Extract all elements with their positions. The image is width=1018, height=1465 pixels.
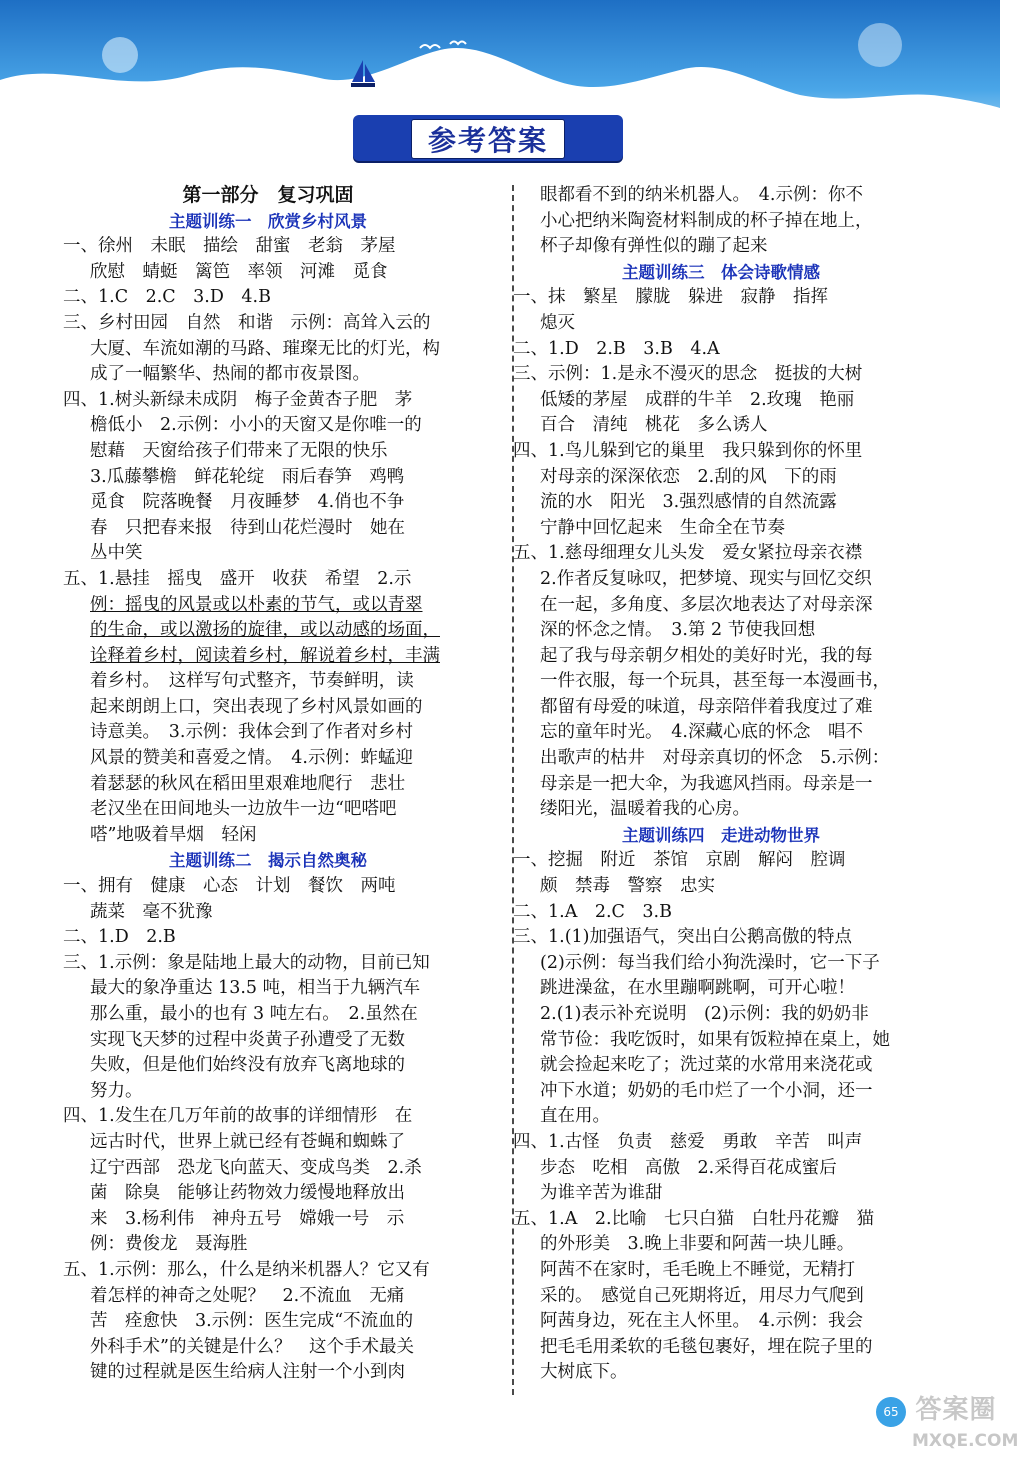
answer-line: 阿茜不在家时，毛毛晚上不睡觉，无精打 [540,1259,855,1280]
answer-line: 熄灭 [540,312,575,333]
answer-line: 一、徐州 未眠 描绘 甜蜜 老翁 茅屋 [63,236,396,257]
answer-line: 就会捡起来吃了；洗过菜的水常用来浇花或 [540,1055,873,1076]
answer-line: 欣慰 蜻蜓 篱笆 率领 河滩 觅食 [90,261,388,282]
answer-line: 辽宁西部 恐龙飞向蓝天、变成鸟类 2.杀 [90,1157,422,1178]
answer-line: 四、1.鸟儿躲到它的巢里 我只躲到你的怀里 [513,440,863,461]
birds-icon [418,38,478,58]
answer-line: 大树底下。 [540,1362,628,1383]
answer-line: 起来朗朗上口，突出表现了乡村风景如画的 [90,696,423,717]
answer-line: 步态 吃相 高傲 2.采得百花成蜜后 [540,1157,837,1178]
page-number: 65 [876,1397,906,1427]
answer-line: 菌 除臭 能够让药物效力缓慢地释放出 [90,1183,405,1204]
answer-line: 为谁辛苦为谁甜 [540,1183,663,1204]
answer-line: 百合 清纯 桃花 多么诱人 [540,415,768,436]
answer-line: 觅食 院落晚餐 月夜睡梦 4.俏也不争 [90,492,405,513]
answer-line: 五、1.慈母细理女儿头发 爱女紧拉母亲衣襟 [513,543,863,564]
answer-line: 五、1.示例：那么，什么是纳米机器人？它又有 [63,1259,430,1280]
section-heading: 主题训练四 走进动物世界 [622,825,820,845]
watermark-url: MXQE.COM [912,1431,1018,1451]
answer-line: 缕阳光，温暖着我的心房。 [540,799,750,820]
watermark-logo [912,1385,1018,1465]
answer-line: 常节俭：我吃饭时，如果有饭粒掉在桌上，她 [540,1029,890,1050]
answer-line: 跳进澡盆，在水里蹦啊跳啊，可开心啦！ [540,978,855,999]
answer-line: 蔬菜 毫不犹豫 [90,901,213,922]
answer-line: 大厦、车流如潮的马路、璀璨无比的灯光，构 [90,338,440,359]
answer-line: 春 只把春来报 待到山花烂漫时 她在 [90,517,405,538]
answer-line-underlined: 诠释着乡村，阅读着乡村，解说着乡村，丰满 [90,645,440,666]
answer-line: 三、1.示例：象是陆地上最大的动物，目前已知 [63,952,430,973]
answer-line: 阿茜身边，死在主人怀里。 4.示例：我会 [540,1311,863,1332]
answer-line: 三、乡村田园 自然 和谐 示例：高耸入云的 [63,312,431,333]
answer-line: 二、1.C 2.C 3.D 4.B [63,287,271,308]
answer-line: 把毛毛用柔软的毛毯包裹好，埋在院子里的 [540,1336,873,1357]
answer-line: 老汉坐在田间地头一边放牛一边“吧嗒吧 [90,799,397,820]
answer-line: 冲下水道；奶奶的毛巾烂了一个小洞，还一 [540,1080,873,1101]
answer-line: 那么重，最小的也有 3 吨左右。 2.虽然在 [90,1004,418,1024]
answer-line: 一、拥有 健康 心态 计划 餐饮 两吨 [63,876,396,897]
answer-line-underlined: 的生命，或以激扬的旋律，或以动感的场面， [90,620,440,641]
answer-line: 眼都看不到的纳米机器人。 4.示例：你不 [540,185,863,205]
answer-line: 一件衣服，每一个玩具，甚至每一本漫画书， [540,671,890,692]
answer-line: 三、示例：1.是永不漫灭的思念 挺拔的大树 [513,364,863,385]
answer-line: 丛中笑 [90,543,143,564]
answer-line: (2)示例：每当我们给小狗洗澡时，它一下子 [540,952,880,973]
answer-line: 深的怀念之情。 3.第 2 节使我回想 [540,620,816,641]
answer-line: 小心把纳米陶瓷材料制成的杯子掉在地上， [540,210,873,231]
answer-line: 采的。 感觉自己死期将近，用尽力气爬到 [540,1285,864,1306]
answer-line: 一、抹 繁星 朦胧 躲进 寂静 指挥 [513,287,828,308]
answer-line: 二、1.A 2.C 3.B [513,901,672,922]
answer-line: 努力。 [90,1080,143,1101]
answer-line: 键的过程就是医生给病人注射一个小到肉 [90,1362,405,1383]
answer-line: 苦 痊愈快 3.示例：医生完成“不流血的 [90,1311,414,1332]
answer-line: 五、1.A 2.比喻 七只白猫 白牡丹花瓣 猫 [513,1208,875,1229]
answer-line: 都留有母爱的味道，母亲陪伴着我度过了难 [540,696,873,717]
answer-line: 出歌声的枯井 对母亲真切的怀念 5.示例： [540,748,890,769]
section-heading: 主题训练一 欣赏乡村风景 [169,211,367,231]
answer-line: 成了一幅繁华、热闹的都市夜景图。 [90,364,370,385]
answer-line: 檐低小 2.示例：小小的天窗又是你唯一的 [90,415,422,436]
sailboat-icon [348,58,378,90]
part-title: 第一部分 复习巩固 [182,184,354,206]
answer-title-plate [353,115,623,161]
answer-line: 杯子却像有弹性似的蹦了起来 [540,236,768,257]
left-column [63,183,473,1386]
answer-line: 起了我与母亲朝夕相处的美好时光，我的每 [540,645,873,666]
answer-line: 颇 禁毒 警察 忠实 [540,876,715,897]
answer-line: 低矮的茅屋 成群的牛羊 2.玫瑰 艳丽 [540,389,855,410]
answer-line: 的外形美 3.晚上非要和阿茜一块儿睡。 [540,1234,855,1255]
section-heading: 主题训练三 体会诗歌情感 [622,262,820,282]
answer-line: 二、1.D 2.B [63,927,176,948]
answer-line: 嗒”地吸着旱烟 轻闲 [90,824,257,845]
answer-line: 着瑟瑟的秋风在稻田里艰难地爬行 悲壮 [90,773,405,794]
answer-line: 实现飞天梦的过程中炎黄子孙遭受了无数 [90,1029,405,1050]
answer-line: 直在用。 [540,1106,610,1127]
right-column [513,183,929,1386]
answer-line: 2.(1)表示补充说明 (2)示例：我的奶奶非 [540,1004,869,1024]
answer-line: 二、1.D 2.B 3.B 4.A [513,338,720,359]
answer-line: 一、挖掘 附近 茶馆 京剧 解闷 腔调 [513,850,846,871]
answer-line: 四、1.古怪 负责 慈爱 勇敢 辛苦 叫声 [513,1131,863,1152]
answer-line: 对母亲的深深依恋 2.刮的风 下的雨 [540,466,837,487]
answer-line: 2.作者反复咏叹，把梦境、现实与回忆交织 [540,568,872,589]
page-title: 参考答案 [411,119,565,159]
answer-line: 远古时代，世界上就已经有苍蝇和蜘蛛了 [90,1131,405,1152]
answer-line: 着乡村。 这样写句式整齐，节奏鲜明，读 [90,671,414,692]
answer-line: 慰藉 天窗给孩子们带来了无限的快乐 [90,440,388,461]
answer-line: 失败，但是他们始终没有放弃飞离地球的 [90,1055,405,1076]
answer-line: 母亲是一把大伞，为我遮风挡雨。母亲是一 [540,773,873,794]
answer-line: 三、1.(1)加强语气，突出白公鹅高傲的特点 [513,927,852,948]
answer-line: 宁静中回忆起来 生命全在节奏 [540,517,785,538]
answer-line: 着怎样的神奇之处呢？ 2.不流血 无痛 [90,1285,405,1306]
answer-line: 3.瓜藤攀檐 鲜花轮绽 雨后春笋 鸡鸭 [90,466,405,487]
answer-line: 外科手术”的关键是什么？ 这个手术最关 [90,1336,414,1357]
watermark-text: 答案圈 [915,1395,997,1425]
answer-line: 风景的赞美和喜爱之情。 4.示例：蚱蜢迎 [90,748,413,769]
answer-line-underlined: 例：摇曳的风景或以朴素的节气，或以青翠 [90,594,423,615]
answer-line: 最大的象净重达 13.5 吨，相当于九辆汽车 [90,978,421,999]
answer-line: 五、1.悬挂 摇曳 盛开 收获 希望 2.示 [63,568,412,589]
answer-line: 在一起，多角度、多层次地表达了对母亲深 [540,594,873,615]
answer-line: 来 3.杨利伟 神舟五号 嫦娥一号 示 [90,1208,405,1229]
answer-line: 流的水 阳光 3.强烈感情的自然流露 [540,492,837,513]
answer-line: 忘的童年时光。 4.深藏心底的怀念 唱不 [540,722,863,743]
answer-line: 诗意美。 3.示例：我体会到了作者对乡村 [90,722,413,743]
answer-line: 例：费俊龙 聂海胜 [90,1234,248,1255]
answer-line: 四、1.树头新绿未成阴 梅子金黄杏子肥 茅 [63,389,413,410]
answer-line: 四、1.发生在几万年前的故事的详细情形 在 [63,1106,413,1127]
section-heading: 主题训练二 揭示自然奥秘 [169,851,367,871]
